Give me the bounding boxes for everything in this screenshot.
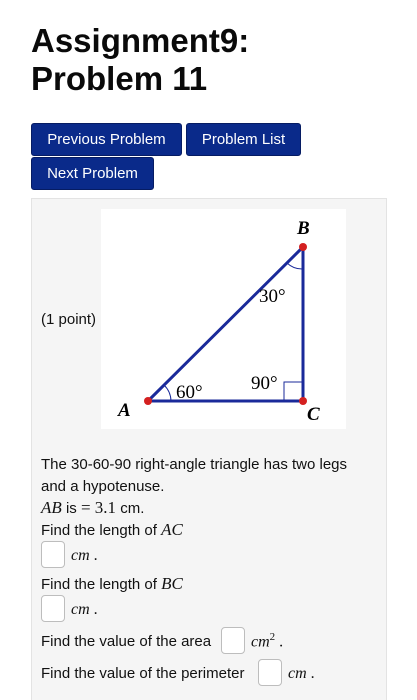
vertex-a-point <box>144 397 152 405</box>
answer-ac-input[interactable] <box>41 541 65 568</box>
page-title <box>31 22 249 98</box>
question-bc-text: Find the length of <box>41 576 162 593</box>
title-line-2: Problem 11 <box>31 60 208 97</box>
vertex-b-label: B <box>297 218 310 239</box>
angle-a-label: 60° <box>176 382 203 403</box>
vertex-a-label: A <box>118 400 131 421</box>
vertex-b-point <box>299 243 307 251</box>
question-ac <box>41 520 183 540</box>
answer-ac-unit <box>71 547 98 565</box>
previous-problem-button[interactable]: Previous Problem <box>31 123 182 156</box>
angle-a-arc <box>164 385 171 401</box>
answer-perimeter-period: . <box>310 665 315 682</box>
right-angle-marker <box>284 382 303 401</box>
answer-perimeter-unit-text: cm <box>288 665 307 682</box>
question-perimeter-text: Find the value of the perimeter <box>41 665 245 682</box>
answer-area-unit <box>251 631 283 651</box>
given-is: is <box>61 500 81 517</box>
vertex-c-label: C <box>307 404 320 425</box>
points-label: (1 point) <box>41 311 97 328</box>
triangle-diagram <box>101 209 346 429</box>
triangle-figure <box>101 209 346 429</box>
answer-bc-unit-text: cm <box>71 601 90 618</box>
triangle-shape <box>148 247 303 401</box>
answer-perimeter-input[interactable] <box>258 659 282 686</box>
intro-line-1: The 30-60-90 right-angle triangle has two legs <box>41 456 348 473</box>
vertex-c-point <box>299 397 307 405</box>
answer-perimeter-unit <box>288 665 315 683</box>
answer-ac-unit-text: cm <box>71 547 90 564</box>
next-problem-button[interactable]: Next Problem <box>31 157 154 190</box>
answer-bc-period: . <box>93 601 98 618</box>
title-line-1: Assignment9: <box>31 22 250 59</box>
given-statement <box>41 498 144 518</box>
answer-ac-period: . <box>93 547 98 564</box>
answer-area-period: . <box>279 633 284 651</box>
answer-bc-unit <box>71 601 98 619</box>
angle-b-arc <box>287 263 303 269</box>
question-perimeter <box>41 665 244 682</box>
question-bc <box>41 574 183 594</box>
angle-b-label: 30° <box>259 286 286 307</box>
angle-c-label: 90° <box>251 373 278 394</box>
answer-bc-input[interactable] <box>41 595 65 622</box>
given-variable: AB <box>41 498 62 517</box>
answer-area-unit-text: cm <box>251 633 270 651</box>
given-value: = 3.1 <box>80 498 117 517</box>
question-ac-text: Find the length of <box>41 522 162 539</box>
question-ac-variable: AC <box>161 520 183 539</box>
question-bc-variable: BC <box>161 574 183 593</box>
given-unit: cm. <box>116 500 145 517</box>
problem-list-button[interactable]: Problem List <box>186 123 301 156</box>
intro-line-2: and a hypotenuse. <box>41 478 165 495</box>
answer-area-input[interactable] <box>221 627 245 654</box>
question-area-text: Find the value of the area <box>41 633 212 650</box>
answer-area-exponent: 2 <box>269 631 276 643</box>
question-area <box>41 633 211 650</box>
